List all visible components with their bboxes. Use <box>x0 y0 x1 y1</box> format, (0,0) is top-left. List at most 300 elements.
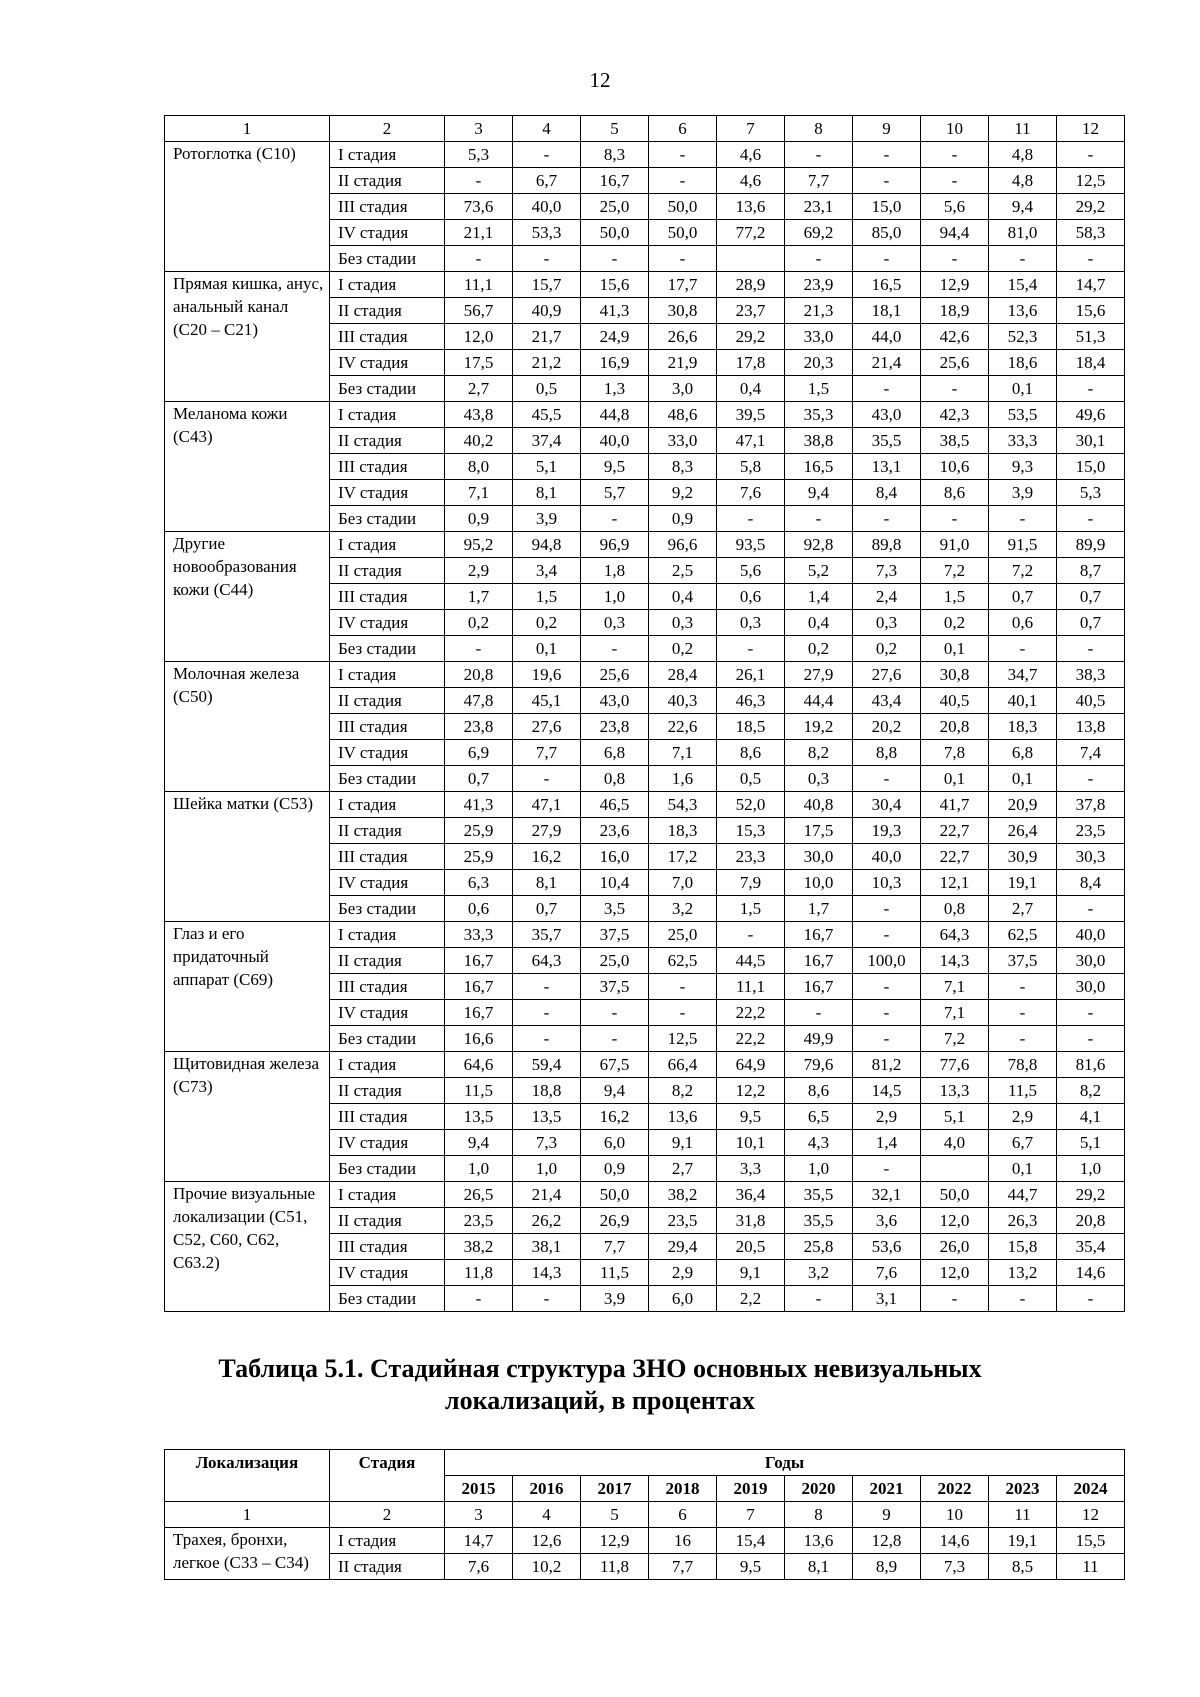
value-cell: - <box>649 246 717 272</box>
value-cell: 10,1 <box>717 1130 785 1156</box>
stage-cell: Без стадии <box>330 1156 445 1182</box>
value-cell: 7,7 <box>581 1234 649 1260</box>
value-cell: 23,8 <box>445 714 513 740</box>
value-cell: 18,1 <box>853 298 921 324</box>
value-cell: 47,8 <box>445 688 513 714</box>
value-cell: 6,7 <box>513 168 581 194</box>
value-cell: 66,4 <box>649 1052 717 1078</box>
value-cell: 3,9 <box>581 1286 649 1312</box>
stage-cell: II стадия <box>330 818 445 844</box>
year-header: 2016 <box>513 1476 581 1502</box>
value-cell: - <box>513 1026 581 1052</box>
table-row <box>165 1052 1125 1078</box>
column-number-cell: 11 <box>989 116 1057 142</box>
value-cell: 52,0 <box>717 792 785 818</box>
value-cell: 1,5 <box>921 584 989 610</box>
value-cell: 1,5 <box>785 376 853 402</box>
stage-cell: I стадия <box>330 532 445 558</box>
value-cell: 16,0 <box>581 844 649 870</box>
value-cell: 40,9 <box>513 298 581 324</box>
value-cell: 26,0 <box>921 1234 989 1260</box>
value-cell: 24,9 <box>581 324 649 350</box>
value-cell: 20,2 <box>853 714 921 740</box>
value-cell: 7,0 <box>649 870 717 896</box>
value-cell: - <box>921 1286 989 1312</box>
value-cell: 19,3 <box>853 818 921 844</box>
value-cell: 37,8 <box>1057 792 1125 818</box>
value-cell: 0,1 <box>989 1156 1057 1182</box>
value-cell: 13,5 <box>445 1104 513 1130</box>
year-header: 2024 <box>1057 1476 1125 1502</box>
value-cell: 23,1 <box>785 194 853 220</box>
value-cell: 94,8 <box>513 532 581 558</box>
table-row <box>165 662 1125 688</box>
column-number-cell: 5 <box>581 1502 649 1528</box>
value-cell: 8,4 <box>853 480 921 506</box>
value-cell: 3,5 <box>581 896 649 922</box>
value-cell: 26,3 <box>989 1208 1057 1234</box>
column-number-cell: 7 <box>717 116 785 142</box>
value-cell: - <box>581 246 649 272</box>
value-cell: 4,0 <box>921 1130 989 1156</box>
value-cell: 12,9 <box>921 272 989 298</box>
value-cell: 30,3 <box>1057 844 1125 870</box>
site-cell: Шейка матки (С53) <box>165 792 330 922</box>
value-cell: 15,0 <box>1057 454 1125 480</box>
value-cell: 9,1 <box>717 1260 785 1286</box>
value-cell: 91,5 <box>989 532 1057 558</box>
value-cell: - <box>513 1286 581 1312</box>
value-cell: 16,2 <box>581 1104 649 1130</box>
column-number-cell: 3 <box>445 116 513 142</box>
value-cell: 16,9 <box>581 350 649 376</box>
value-cell: 7,1 <box>649 740 717 766</box>
value-cell: 3,2 <box>785 1260 853 1286</box>
value-cell: 22,2 <box>717 1026 785 1052</box>
value-cell: 0,3 <box>649 610 717 636</box>
value-cell: 15,3 <box>717 818 785 844</box>
value-cell: 18,6 <box>989 350 1057 376</box>
year-header: 2017 <box>581 1476 649 1502</box>
value-cell: 16,5 <box>853 272 921 298</box>
stage-cell: III стадия <box>330 194 445 220</box>
stage-cell: III стадия <box>330 974 445 1000</box>
value-cell: 22,7 <box>921 818 989 844</box>
value-cell: 26,6 <box>649 324 717 350</box>
value-cell: 47,1 <box>513 792 581 818</box>
stage-cell: II стадия <box>330 298 445 324</box>
value-cell: 8,7 <box>1057 558 1125 584</box>
column-number-cell: 8 <box>785 1502 853 1528</box>
value-cell: 0,1 <box>513 636 581 662</box>
value-cell: 10,2 <box>513 1554 581 1580</box>
value-cell: 53,5 <box>989 402 1057 428</box>
stage-cell: I стадия <box>330 142 445 168</box>
value-cell: 52,3 <box>989 324 1057 350</box>
value-cell: - <box>989 1000 1057 1026</box>
value-cell: 94,4 <box>921 220 989 246</box>
stage-cell: I стадия <box>330 402 445 428</box>
value-cell: 7,8 <box>921 740 989 766</box>
value-cell: 85,0 <box>853 220 921 246</box>
value-cell: 25,0 <box>581 194 649 220</box>
site-cell: Трахея, бронхи, легкое (С33 – С34) <box>165 1528 330 1580</box>
column-number-cell: 9 <box>853 1502 921 1528</box>
value-cell: 81,2 <box>853 1052 921 1078</box>
value-cell: 47,1 <box>717 428 785 454</box>
value-cell: - <box>513 142 581 168</box>
value-cell: - <box>513 974 581 1000</box>
year-header: 2015 <box>445 1476 513 1502</box>
value-cell: 16,7 <box>581 168 649 194</box>
value-cell: 7,3 <box>513 1130 581 1156</box>
value-cell: 40,3 <box>649 688 717 714</box>
value-cell: 67,5 <box>581 1052 649 1078</box>
value-cell: 13,6 <box>717 194 785 220</box>
value-cell: 50,0 <box>649 220 717 246</box>
stage-cell: III стадия <box>330 324 445 350</box>
table-row <box>165 1528 1125 1554</box>
value-cell: 13,5 <box>513 1104 581 1130</box>
value-cell: 18,8 <box>513 1078 581 1104</box>
value-cell: 19,1 <box>989 870 1057 896</box>
value-cell: 9,2 <box>649 480 717 506</box>
value-cell: 2,2 <box>717 1286 785 1312</box>
value-cell: 0,1 <box>989 376 1057 402</box>
value-cell: 17,2 <box>649 844 717 870</box>
value-cell: - <box>581 1026 649 1052</box>
value-cell: 29,2 <box>717 324 785 350</box>
value-cell: 45,1 <box>513 688 581 714</box>
value-cell: 25,9 <box>445 818 513 844</box>
value-cell: 13,6 <box>785 1528 853 1554</box>
value-cell: 64,6 <box>445 1052 513 1078</box>
value-cell: 43,0 <box>581 688 649 714</box>
header-years: Годы <box>445 1450 1125 1476</box>
value-cell: 12,5 <box>649 1026 717 1052</box>
value-cell: 29,4 <box>649 1234 717 1260</box>
value-cell: 5,3 <box>1057 480 1125 506</box>
stage-table-visual <box>164 115 1125 1312</box>
value-cell: 12,8 <box>853 1528 921 1554</box>
value-cell: 21,2 <box>513 350 581 376</box>
value-cell: 15,4 <box>717 1528 785 1554</box>
value-cell: - <box>1057 376 1125 402</box>
value-cell: 5,1 <box>1057 1130 1125 1156</box>
value-cell: 1,4 <box>853 1130 921 1156</box>
stage-cell: III стадия <box>330 1234 445 1260</box>
value-cell: - <box>513 246 581 272</box>
stage-cell: I стадия <box>330 1528 445 1554</box>
value-cell: 9,5 <box>717 1104 785 1130</box>
value-cell: 64,3 <box>513 948 581 974</box>
value-cell: 81,6 <box>1057 1052 1125 1078</box>
value-cell: 7,4 <box>1057 740 1125 766</box>
table-caption <box>0 1353 1200 1417</box>
value-cell: 48,6 <box>649 402 717 428</box>
value-cell: 0,1 <box>921 766 989 792</box>
value-cell: 12,2 <box>717 1078 785 1104</box>
site-cell: Меланома кожи (С43) <box>165 402 330 532</box>
column-number-cell: 1 <box>165 1502 330 1528</box>
value-cell: - <box>989 1026 1057 1052</box>
value-cell: 0,7 <box>513 896 581 922</box>
value-cell: 1,5 <box>717 896 785 922</box>
value-cell: - <box>921 506 989 532</box>
stage-cell: I стадия <box>330 1052 445 1078</box>
value-cell: - <box>853 974 921 1000</box>
value-cell: 16,7 <box>785 948 853 974</box>
value-cell: - <box>1057 246 1125 272</box>
value-cell: 14,6 <box>921 1528 989 1554</box>
value-cell: 21,7 <box>513 324 581 350</box>
value-cell: 0,4 <box>717 376 785 402</box>
stage-cell: III стадия <box>330 584 445 610</box>
value-cell: 16 <box>649 1528 717 1554</box>
value-cell: 18,9 <box>921 298 989 324</box>
value-cell: - <box>1057 1000 1125 1026</box>
value-cell: 5,8 <box>717 454 785 480</box>
value-cell: 18,5 <box>717 714 785 740</box>
value-cell: 12,0 <box>445 324 513 350</box>
value-cell: 15,6 <box>581 272 649 298</box>
column-number-cell: 10 <box>921 116 989 142</box>
value-cell: - <box>1057 142 1125 168</box>
value-cell: 37,5 <box>581 922 649 948</box>
value-cell: 11,1 <box>445 272 513 298</box>
value-cell: 0,4 <box>785 610 853 636</box>
value-cell: 30,8 <box>921 662 989 688</box>
value-cell: 3,0 <box>649 376 717 402</box>
value-cell: 69,2 <box>785 220 853 246</box>
stage-cell: IV стадия <box>330 740 445 766</box>
value-cell: 9,3 <box>989 454 1057 480</box>
value-cell: 15,0 <box>853 194 921 220</box>
value-cell: 2,7 <box>989 896 1057 922</box>
value-cell: 13,8 <box>1057 714 1125 740</box>
value-cell: 14,6 <box>1057 1260 1125 1286</box>
value-cell: - <box>853 142 921 168</box>
value-cell: - <box>989 636 1057 662</box>
value-cell: 54,3 <box>649 792 717 818</box>
value-cell: 100,0 <box>853 948 921 974</box>
value-cell: - <box>581 506 649 532</box>
value-cell: 40,8 <box>785 792 853 818</box>
value-cell: 20,8 <box>921 714 989 740</box>
value-cell: 40,1 <box>989 688 1057 714</box>
value-cell: 37,4 <box>513 428 581 454</box>
value-cell: 5,2 <box>785 558 853 584</box>
value-cell: 9,4 <box>785 480 853 506</box>
stage-cell: II стадия <box>330 1208 445 1234</box>
value-cell: 0,7 <box>1057 584 1125 610</box>
value-cell: 27,6 <box>513 714 581 740</box>
value-cell: 35,5 <box>785 1208 853 1234</box>
value-cell: 16,7 <box>445 948 513 974</box>
site-cell: Ротоглотка (С10) <box>165 142 330 272</box>
value-cell: 41,3 <box>581 298 649 324</box>
value-cell: 11,8 <box>445 1260 513 1286</box>
value-cell: 0,8 <box>921 896 989 922</box>
site-cell: Щитовидная железа (С73) <box>165 1052 330 1182</box>
stage-cell: I стадия <box>330 792 445 818</box>
value-cell: - <box>853 766 921 792</box>
value-cell <box>921 1156 989 1182</box>
value-cell: 1,6 <box>649 766 717 792</box>
value-cell: 0,6 <box>445 896 513 922</box>
value-cell: - <box>717 636 785 662</box>
value-cell: 15,6 <box>1057 298 1125 324</box>
value-cell: - <box>785 246 853 272</box>
value-cell: - <box>717 922 785 948</box>
value-cell: 49,6 <box>1057 402 1125 428</box>
value-cell: 30,0 <box>1057 948 1125 974</box>
value-cell: 4,6 <box>717 168 785 194</box>
value-cell: 25,0 <box>581 948 649 974</box>
value-cell: 35,5 <box>853 428 921 454</box>
value-cell: - <box>853 506 921 532</box>
value-cell: 1,0 <box>785 1156 853 1182</box>
value-cell: - <box>989 974 1057 1000</box>
value-cell: 11 <box>1057 1554 1125 1580</box>
value-cell: 16,7 <box>785 922 853 948</box>
value-cell: 20,5 <box>717 1234 785 1260</box>
value-cell: 14,7 <box>1057 272 1125 298</box>
value-cell: 64,9 <box>717 1052 785 1078</box>
value-cell: 20,8 <box>1057 1208 1125 1234</box>
value-cell: 40,0 <box>853 844 921 870</box>
year-header: 2019 <box>717 1476 785 1502</box>
value-cell: 12,9 <box>581 1528 649 1554</box>
value-cell: - <box>1057 636 1125 662</box>
value-cell: 16,7 <box>445 1000 513 1026</box>
column-number-cell: 12 <box>1057 116 1125 142</box>
value-cell: 6,0 <box>581 1130 649 1156</box>
value-cell: 92,8 <box>785 532 853 558</box>
value-cell: 0,9 <box>581 1156 649 1182</box>
value-cell: 29,2 <box>1057 194 1125 220</box>
value-cell: 35,3 <box>785 402 853 428</box>
value-cell: 6,3 <box>445 870 513 896</box>
value-cell: 2,9 <box>989 1104 1057 1130</box>
value-cell: 0,7 <box>445 766 513 792</box>
value-cell: 0,4 <box>649 584 717 610</box>
value-cell: 6,0 <box>649 1286 717 1312</box>
column-number-cell: 4 <box>513 1502 581 1528</box>
value-cell: 41,3 <box>445 792 513 818</box>
value-cell: 15,7 <box>513 272 581 298</box>
column-number-row <box>165 116 1125 142</box>
value-cell: 9,4 <box>581 1078 649 1104</box>
value-cell: 17,7 <box>649 272 717 298</box>
value-cell: 62,5 <box>649 948 717 974</box>
column-number-cell: 11 <box>989 1502 1057 1528</box>
value-cell: 53,6 <box>853 1234 921 1260</box>
value-cell: 2,9 <box>853 1104 921 1130</box>
value-cell: 50,0 <box>581 1182 649 1208</box>
value-cell: 44,0 <box>853 324 921 350</box>
value-cell: 19,2 <box>785 714 853 740</box>
value-cell: 0,1 <box>989 766 1057 792</box>
value-cell: 40,0 <box>1057 922 1125 948</box>
value-cell: 0,9 <box>445 506 513 532</box>
value-cell: 5,6 <box>717 558 785 584</box>
site-cell: Прочие визуальные локализации (С51, С52, С60, С62, С63.2) <box>165 1182 330 1312</box>
value-cell: 8,1 <box>513 480 581 506</box>
value-cell: 7,1 <box>921 1000 989 1026</box>
header-stage: Стадия <box>330 1450 445 1502</box>
value-cell: 2,7 <box>649 1156 717 1182</box>
value-cell: 30,9 <box>989 844 1057 870</box>
column-number-cell: 8 <box>785 116 853 142</box>
value-cell: 7,7 <box>785 168 853 194</box>
value-cell: 96,6 <box>649 532 717 558</box>
value-cell: - <box>853 246 921 272</box>
value-cell: 14,3 <box>513 1260 581 1286</box>
value-cell: 9,4 <box>989 194 1057 220</box>
value-cell: 39,5 <box>717 402 785 428</box>
value-cell: 2,4 <box>853 584 921 610</box>
value-cell: 36,4 <box>717 1182 785 1208</box>
value-cell: 1,8 <box>581 558 649 584</box>
value-cell: 8,6 <box>785 1078 853 1104</box>
value-cell: 13,6 <box>649 1104 717 1130</box>
stage-cell: II стадия <box>330 1078 445 1104</box>
value-cell: - <box>853 896 921 922</box>
value-cell: 3,9 <box>513 506 581 532</box>
column-number-cell: 10 <box>921 1502 989 1528</box>
value-cell: 81,0 <box>989 220 1057 246</box>
column-number-row <box>165 1502 1125 1528</box>
value-cell: 3,9 <box>989 480 1057 506</box>
value-cell: 9,5 <box>581 454 649 480</box>
value-cell: 50,0 <box>581 220 649 246</box>
value-cell: 4,6 <box>717 142 785 168</box>
value-cell: 4,8 <box>989 142 1057 168</box>
value-cell: 27,6 <box>853 662 921 688</box>
value-cell: 8,1 <box>513 870 581 896</box>
value-cell: 49,9 <box>785 1026 853 1052</box>
value-cell: 59,4 <box>513 1052 581 1078</box>
stage-cell: Без стадии <box>330 896 445 922</box>
stage-cell: II стадия <box>330 168 445 194</box>
value-cell: 7,1 <box>445 480 513 506</box>
value-cell: 23,5 <box>445 1208 513 1234</box>
value-cell: 8,0 <box>445 454 513 480</box>
value-cell: 1,0 <box>581 584 649 610</box>
value-cell: 44,7 <box>989 1182 1057 1208</box>
stage-cell: Без стадии <box>330 636 445 662</box>
value-cell: 38,2 <box>649 1182 717 1208</box>
value-cell: 30,0 <box>785 844 853 870</box>
value-cell: 28,4 <box>649 662 717 688</box>
value-cell: 26,5 <box>445 1182 513 1208</box>
value-cell: 8,6 <box>717 740 785 766</box>
value-cell: 78,8 <box>989 1052 1057 1078</box>
value-cell: 31,8 <box>717 1208 785 1234</box>
value-cell: 17,8 <box>717 350 785 376</box>
value-cell: 8,4 <box>1057 870 1125 896</box>
stage-cell: I стадия <box>330 922 445 948</box>
value-cell: 21,4 <box>853 350 921 376</box>
value-cell: - <box>649 974 717 1000</box>
value-cell: 6,5 <box>785 1104 853 1130</box>
value-cell: 1,5 <box>513 584 581 610</box>
value-cell: - <box>1057 766 1125 792</box>
value-cell: - <box>581 1000 649 1026</box>
value-cell: 8,1 <box>785 1554 853 1580</box>
value-cell: 9,5 <box>717 1554 785 1580</box>
